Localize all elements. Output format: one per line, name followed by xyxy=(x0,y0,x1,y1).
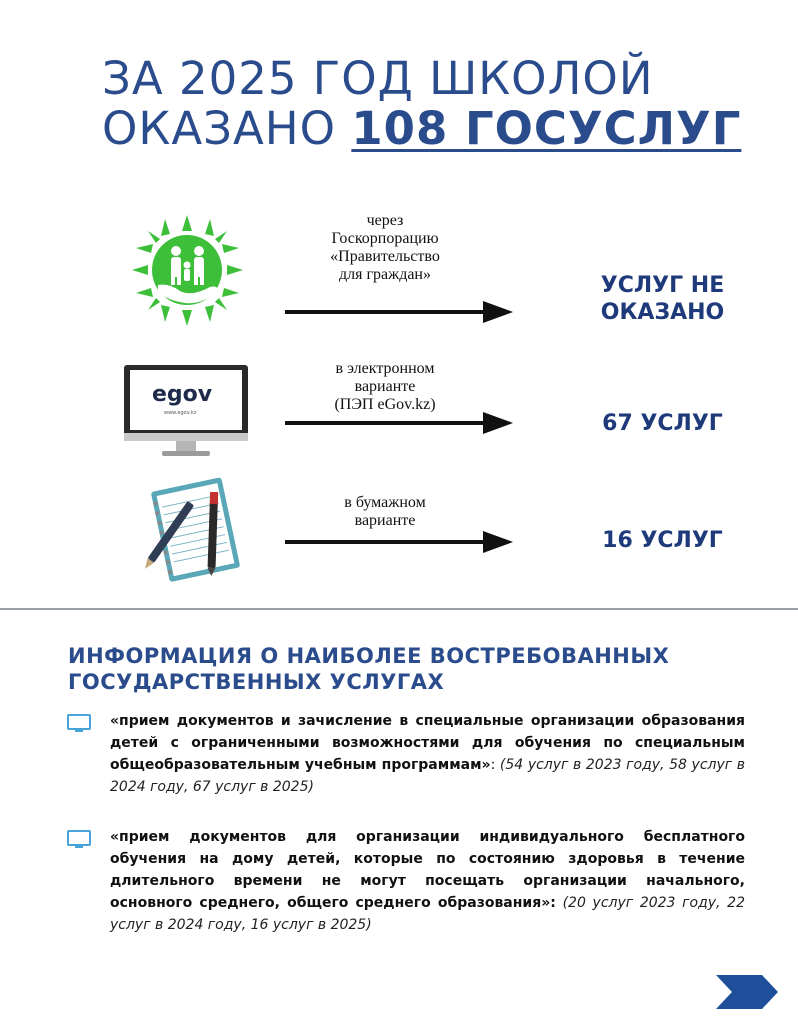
monitor-bullet-icon xyxy=(67,830,91,850)
caption-line: варианте xyxy=(354,512,416,529)
egov-url-text: www.egov.kz xyxy=(164,410,197,416)
list-item-text xyxy=(110,826,745,936)
list-item-text xyxy=(110,710,745,798)
monitor-bullet-icon xyxy=(67,714,91,734)
next-page-chevron-icon[interactable] xyxy=(716,973,780,1011)
title-prefix: ОКАЗАНО xyxy=(102,102,337,155)
caption-line: в электронном xyxy=(335,360,435,377)
service-name: «прием документов для организации индивидуального бесплатного обучения на дому детей, которые по состоянию здоровья в течение длительного времени не могут посещать организации начального, основного среднего, общего среднего образования»: xyxy=(110,829,745,911)
title-highlight: 108 ГОСУСЛУГ xyxy=(351,102,742,155)
title-line-1: ЗА 2025 ГОД ШКОЛОЙ xyxy=(102,52,654,105)
result-paper xyxy=(580,527,745,554)
caption-line: в бумажном xyxy=(344,494,426,511)
info-title-line-1: ИНФОРМАЦИЯ О НАИБОЛЕЕ ВОСТРЕБОВАННЫХ xyxy=(68,644,670,668)
separator: : xyxy=(490,757,496,773)
result-govcorp xyxy=(580,272,745,326)
caption-line: (ПЭП eGov.kz) xyxy=(334,396,436,413)
service-stats: (20 услуг 2023 году, 22 услуг в 2024 году, 16 услуг в 2025) xyxy=(110,895,745,933)
section-divider xyxy=(0,608,798,610)
result-line: УСЛУГ НЕ xyxy=(600,273,725,298)
caption-govcorp xyxy=(305,212,465,284)
caption-egov xyxy=(305,360,465,414)
service-stats: (54 услуг в 2023 году, 58 услуг в 2024 году, 67 услуг в 2025) xyxy=(110,757,745,795)
caption-line: для граждан» xyxy=(338,266,431,283)
egov-monitor-icon xyxy=(122,363,250,458)
sun-family-hand-icon xyxy=(130,213,245,328)
result-line: 16 УСЛУГ xyxy=(602,528,723,553)
notebook-pens-icon xyxy=(138,476,250,588)
info-title-line-2: ГОСУДАРСТВЕННЫХ УСЛУГАХ xyxy=(68,670,445,694)
caption-line: варианте xyxy=(354,378,416,395)
caption-line: «Правительство xyxy=(330,248,440,265)
arrow-egov xyxy=(285,421,485,425)
info-section-title xyxy=(68,643,768,695)
result-line: ОКАЗАНО xyxy=(600,300,725,325)
result-line: 67 УСЛУГ xyxy=(602,411,723,436)
result-egov xyxy=(580,410,745,437)
page-title xyxy=(102,54,762,154)
caption-line: Госкорпорацию xyxy=(331,230,439,247)
caption-line: через xyxy=(366,212,404,229)
arrow-paper xyxy=(285,540,485,544)
arrow-govcorp xyxy=(285,310,485,314)
title-line-2 xyxy=(102,104,762,154)
caption-paper xyxy=(305,494,465,530)
service-name: «прием документов и зачисление в специальные организации образования детей с ограниченными возможностями для обучения по специальным общеобразовательным учебным программам» xyxy=(110,713,745,773)
egov-logo-text: egov xyxy=(152,382,213,407)
